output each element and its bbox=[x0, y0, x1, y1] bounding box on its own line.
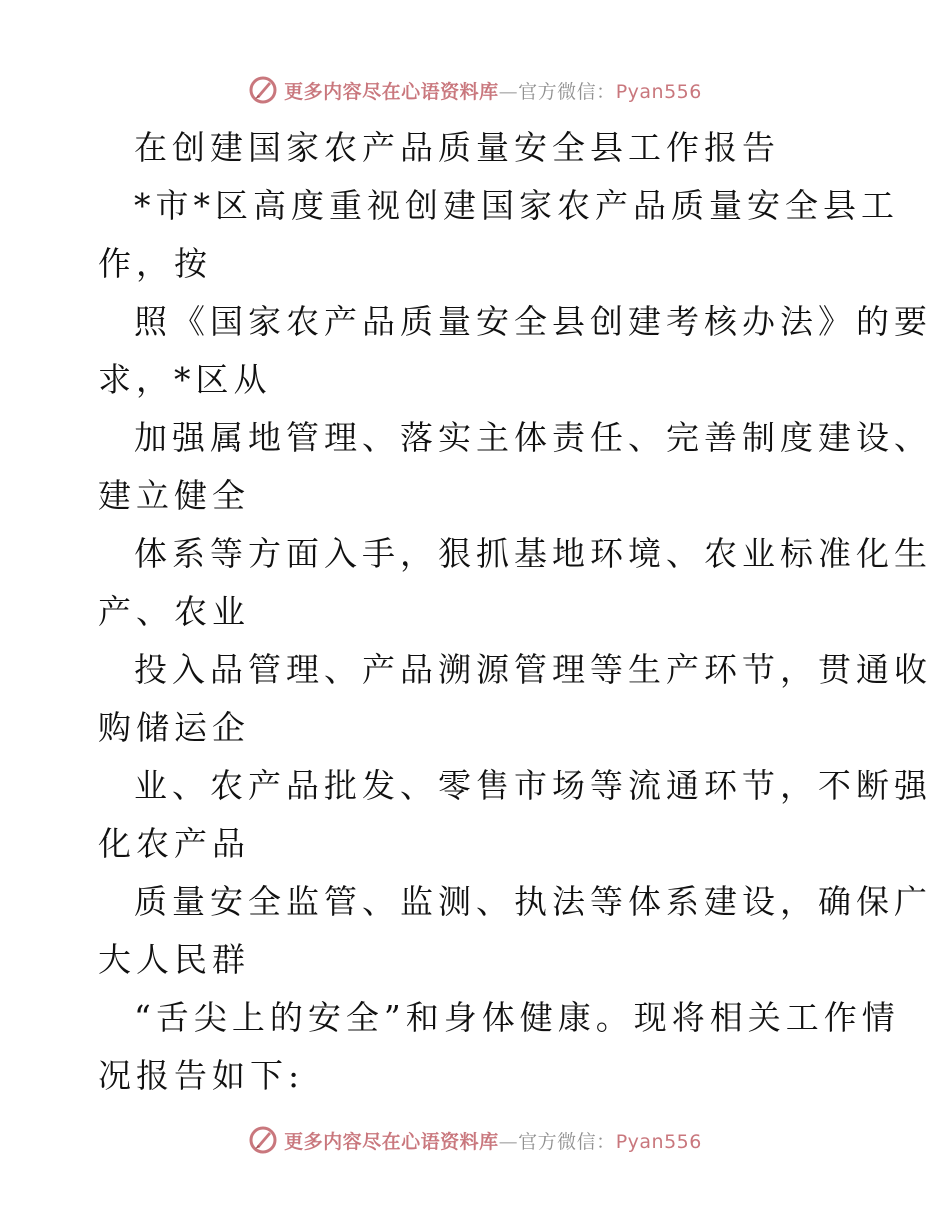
doc-title-line: 在创建国家农产品质量安全县工作报告 bbox=[134, 128, 780, 167]
doc-line: 质量安全监管、监测、执法等体系建设，确保广 bbox=[134, 882, 932, 921]
doc-line: 求，*区从 bbox=[98, 360, 272, 399]
header-banner bbox=[0, 70, 950, 110]
header-dash: — bbox=[498, 80, 519, 103]
doc-line: 加强属地管理、落实主体责任、完善制度建设、 bbox=[134, 418, 932, 457]
footer-dash: — bbox=[498, 1130, 519, 1153]
footer-wechat-label: 官方微信： bbox=[518, 1130, 616, 1153]
footer-wechat-id: Pyan556 bbox=[615, 1130, 702, 1153]
doc-line: 购储运企 bbox=[98, 708, 250, 747]
header-wechat-label: 官方微信： bbox=[518, 80, 616, 103]
footer-site-name: 更多内容尽在心语资料库 bbox=[284, 1130, 499, 1153]
doc-line: 建立健全 bbox=[98, 476, 250, 515]
footer-banner bbox=[0, 1120, 950, 1160]
doc-line: 产、农业 bbox=[98, 592, 250, 631]
doc-line: *市*区高度重视创建国家农产品质量安全县工 bbox=[134, 186, 899, 225]
header-site-name: 更多内容尽在心语资料库 bbox=[284, 80, 499, 103]
quill-pen-logo-icon bbox=[248, 75, 278, 105]
doc-line: 作，按 bbox=[98, 244, 212, 283]
doc-line: 化农产品 bbox=[98, 824, 250, 863]
header-wechat-id: Pyan556 bbox=[615, 80, 702, 103]
doc-line: “舌尖上的安全”和身体健康。现将相关工作情 bbox=[134, 998, 900, 1037]
doc-line: 投入品管理、产品溯源管理等生产环节，贯通收 bbox=[134, 650, 932, 689]
doc-line: 照《国家农产品质量安全县创建考核办法》的要 bbox=[134, 302, 932, 341]
doc-line: 业、农产品批发、零售市场等流通环节，不断强 bbox=[134, 766, 932, 805]
doc-line: 况报告如下: bbox=[98, 1056, 305, 1095]
doc-line: 大人民群 bbox=[98, 940, 250, 979]
doc-line: 体系等方面入手，狠抓基地环境、农业标准化生 bbox=[134, 534, 932, 573]
quill-pen-logo-icon bbox=[248, 1125, 278, 1155]
